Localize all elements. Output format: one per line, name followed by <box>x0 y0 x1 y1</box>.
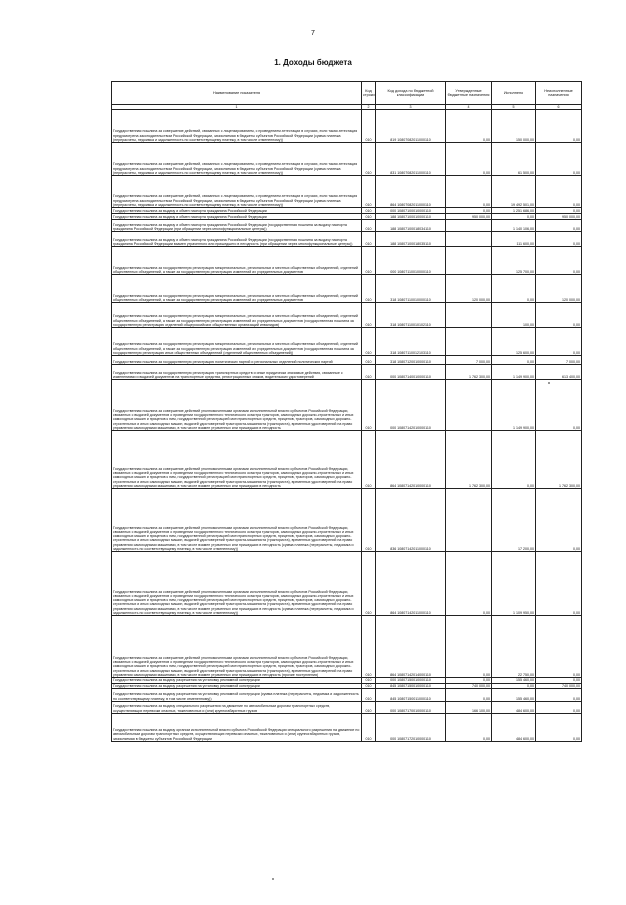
row-approved <box>446 303 492 328</box>
row-unexecuted: 0,00 <box>536 552 582 616</box>
row-unexecuted: 0,00 <box>536 176 582 208</box>
row-line-code: 010 <box>362 303 376 328</box>
row-executed: 125 600,00 <box>492 328 536 356</box>
row-approved: 1 762 300,00 <box>446 365 492 380</box>
row-unexecuted: 0,00 <box>536 701 582 713</box>
page-title: 1. Доходы бюджета <box>274 58 352 67</box>
column-number: 5 <box>492 105 536 110</box>
row-line-code: 010 <box>362 365 376 380</box>
row-income-code: 188 10807100018034110 <box>376 220 446 232</box>
scan-speck <box>272 878 274 880</box>
row-income-code: 864 10807142014000110 <box>376 616 446 678</box>
row-executed: 0,00 <box>492 683 536 688</box>
row-name: Государственная пошлина за совершение действий уполномоченными органами исполнительной власти субъектов Российской Федерации, связанных с выдачей документов о проведении государственного технического осмотра тракторов, самоходных дорожно-строительных и иных самоходных машин и прицепов к ним, государственной регистрацией мототранспортных средств, прицепов, тракторов, самоходных дорожно-строительных и иных самоходных машин, выдачей удостоверений тракториста-машиниста (тракториста), временных удостоверений на право управления самоходными машинами, в том числе взамен утраченных или пришедших в негодность (сумма платежа (перерасчеты, недоимка и задолженность по соответствующему платежу, в том числе отмененному)) <box>112 489 362 552</box>
row-name: Государственная пошлина за совершение действий, связанных с лицензированием, с проведением аттестации в случаях, если такая аттестация предусмотрена законодательством Российской Федерации, зачисляемая в бюджеты субъектов Российской Федерации (сумма платежа (перерасчеты, недоимка и задолженность по соответствующему платежу, в том числе отмененному)) <box>112 143 362 176</box>
row-line-code: 010 <box>362 208 376 214</box>
column-number: 3 <box>376 105 446 110</box>
row-approved <box>446 247 492 275</box>
header-line-code: Код строки <box>362 82 376 105</box>
row-unexecuted: 613 400,00 <box>536 365 582 380</box>
row-line-code: 010 <box>362 214 376 220</box>
row-income-code: 318 10807110012103110 <box>376 328 446 356</box>
row-line-code: 010 <box>362 328 376 356</box>
row-approved: 0,00 <box>446 713 492 741</box>
row-name: Государственная пошлина за государственную регистрацию межрегиональных, региональных и местных общественных объединений, отделений общественных объединений, а также за государственную регистрацию изменений их учредительных документов <box>112 247 362 275</box>
row-income-code: 000 10807140010000110 <box>376 365 446 380</box>
row-approved <box>446 328 492 356</box>
table-row <box>112 701 582 713</box>
row-approved: 0,00 <box>446 110 492 143</box>
row-unexecuted: 0,00 <box>536 247 582 275</box>
row-unexecuted: 0,00 <box>536 220 582 232</box>
row-executed: 22 750,00 <box>492 616 536 678</box>
row-executed: 125 700,00 <box>492 247 536 275</box>
row-income-code: 000 10807110010000110 <box>376 247 446 275</box>
row-unexecuted: 0,00 <box>536 232 582 247</box>
column-number: 2 <box>362 105 376 110</box>
row-unexecuted: 740 000,00 <box>536 683 582 688</box>
table-row <box>112 688 582 701</box>
header-approved: Утвержденные бюджетные назначения <box>446 82 492 105</box>
row-income-code: 000 10807100010000110 <box>376 208 446 214</box>
row-name: Государственная пошлина за государственную регистрацию политических партий и региональных отделений политических партий <box>112 356 362 365</box>
row-approved <box>446 489 492 552</box>
row-executed: 484 600,00 <box>492 713 536 741</box>
row-unexecuted: 0,00 <box>536 688 582 701</box>
row-executed: 484 600,00 <box>492 701 536 713</box>
row-approved: 0,00 <box>446 143 492 176</box>
row-line-code: 010 <box>362 220 376 232</box>
row-line-code: 010 <box>362 683 376 688</box>
row-name: Государственная пошлина за совершение действий уполномоченными органами исполнительной власти субъектов Российской Федерации, связанных с выдачей документов о проведении государственного технического осмотра тракторов, самоходных дорожно-строительных и иных самоходных машин и прицепов к ним, государственной регистрацией мототранспортных средств, прицепов, тракторов, самоходных дорожно-строительных и иных самоходных машин, выдачей удостоверений тракториста-машиниста (тракториста), временных удостоверений на право управления самоходными машинами, в том числе взамен утраченных или пришедших в негодность (прочие поступления) <box>112 616 362 678</box>
table-row <box>112 110 582 143</box>
row-executed: 155 460,00 <box>492 688 536 701</box>
row-unexecuted: 0,00 <box>536 110 582 143</box>
row-line-code: 010 <box>362 247 376 275</box>
header-executed: Исполнено <box>492 82 536 105</box>
row-executed: 0,00 <box>492 214 536 220</box>
header-income-code: Код дохода по бюджетной классификации <box>376 82 446 105</box>
row-name: Государственная пошлина за государственную регистрацию межрегиональных, региональных и местных общественных объединений, отделений общественных объединений, а также за государственную регистрацию изменений их учредительных документов (государственная пошлина за государственную регистрацию отделений общероссийских общественных организаций инвалидов) <box>112 303 362 328</box>
row-executed: 0,00 <box>492 356 536 365</box>
row-income-code: 188 10807100018035110 <box>376 232 446 247</box>
row-line-code: 010 <box>362 176 376 208</box>
row-income-code: 836 10807142011000110 <box>376 489 446 552</box>
row-approved <box>446 220 492 232</box>
row-name: Государственная пошлина за выдачу разрешения на установку рекламной конструкции (сумма платежа (перерасчеты, недоимка и задолженность по соответствующему платежу, в том числе отмененному)) <box>112 688 362 701</box>
table-row <box>112 380 582 431</box>
page-number: 7 <box>311 30 315 37</box>
row-unexecuted: 0,00 <box>536 616 582 678</box>
row-line-code: 010 <box>362 713 376 741</box>
row-income-code: 000 10807170010000110 <box>376 701 446 713</box>
row-name: Государственная пошлина за выдачу и обмен паспорта гражданина Российской Федерации <box>112 208 362 214</box>
row-approved: 0,00 <box>446 678 492 683</box>
row-name: Государственная пошлина за выдачу и обмен паспорта гражданина Российской Федерации (государственная пошлина за выдачу паспорта гражданина Российской Федерации взамен утраченного или пришедшего в негодность (при обращении через многофункциональные центры)) <box>112 232 362 247</box>
row-approved: 950 000,00 <box>446 214 492 220</box>
row-approved: 0,00 <box>446 552 492 616</box>
row-income-code: 831 10807082011000110 <box>376 143 446 176</box>
row-executed: 0,00 <box>492 431 536 489</box>
row-income-code: 000 10807150010000110 <box>376 678 446 683</box>
row-name: Государственная пошлина за выдачу разрешения на установку рекламной конструкции <box>112 683 362 688</box>
table-row <box>112 143 582 176</box>
table-row <box>112 275 582 303</box>
row-name: Государственная пошлина за выдачу органом исполнительной власти субъекта Российской Федерации специального разрешения на движение по автомобильным дорогам транспортных средств, осуществляющих перевозки опасных, тяжеловесных и (или) крупногабаритных грузов, зачисляемая в бюджеты субъектов Российской Федерации <box>112 713 362 741</box>
revenue-table <box>111 81 582 742</box>
row-line-code: 010 <box>362 110 376 143</box>
row-income-code: 318 10807110010000110 <box>376 275 446 303</box>
row-income-code: 188 10807100010000110 <box>376 214 446 220</box>
row-unexecuted: 0,00 <box>536 489 582 552</box>
row-income-code: 000 10807142010000110 <box>376 380 446 431</box>
row-income-code: 845 10807150010000110 <box>376 683 446 688</box>
row-approved: 0,00 <box>446 688 492 701</box>
row-line-code: 010 <box>362 678 376 683</box>
row-name: Государственная пошлина за выдачу и обмен паспорта гражданина Российской Федерации (государственная пошлина за выдачу паспорта гражданина Российской Федерации (при обращении через многофункциональные центры)) <box>112 220 362 232</box>
row-unexecuted: 0,00 <box>536 328 582 356</box>
row-income-code: 864 10807082011000110 <box>376 176 446 208</box>
row-unexecuted: 0,00 <box>536 678 582 683</box>
table-row <box>112 232 582 247</box>
table-row <box>112 356 582 365</box>
row-income-code: 864 10807142010000110 <box>376 431 446 489</box>
row-line-code: 010 <box>362 701 376 713</box>
scan-speck <box>548 382 550 384</box>
row-executed: 150 000,00 <box>492 110 536 143</box>
row-unexecuted: 1 762 300,00 <box>536 431 582 489</box>
row-executed: 17 200,00 <box>492 489 536 552</box>
row-executed: 1 109 950,00 <box>492 552 536 616</box>
row-approved <box>446 380 492 431</box>
column-number: 6 <box>536 105 582 110</box>
row-name: Государственная пошлина за выдачу и обмен паспорта гражданина Российской Федерации <box>112 214 362 220</box>
row-income-code: 318 10807120010000110 <box>376 356 446 365</box>
row-name: Государственная пошлина за совершение действий уполномоченными органами исполнительной власти субъектов Российской Федерации, связанных с выдачей документов о проведении государственного технического осмотра тракторов, самоходных дорожно-строительных и иных самоходных машин и прицепов к ним, государственной регистрацией мототранспортных средств, прицепов, тракторов, самоходных дорожно-строительных и иных самоходных машин, выдачей удостоверений тракториста-машиниста (тракториста), временных удостоверений на право управления самоходными машинами, в том числе взамен утраченных или пришедших в негодность <box>112 380 362 431</box>
row-name: Государственная пошлина за государственную регистрацию межрегиональных, региональных и местных общественных объединений, отделений общественных объединений, а также за государственную регистрацию изменений их учредительных документов (государственная пошлина за государственную регистрацию иных общественных объединений (отделений общественных объединений)) <box>112 328 362 356</box>
row-name: Государственная пошлина за государственную регистрацию межрегиональных, региональных и местных общественных объединений, отделений общественных объединений, а также за государственную регистрацию изменений их учредительных документов <box>112 275 362 303</box>
row-executed: 19 492 501,00 <box>492 176 536 208</box>
row-name: Государственная пошлина за совершение действий, связанных с лицензированием, с проведением аттестации в случаях, если такая аттестация предусмотрена законодательством Российской Федерации, зачисляемая в бюджеты субъектов Российской Федерации (сумма платежа (перерасчеты, недоимка и задолженность по соответствующему платежу, в том числе отмененному)) <box>112 110 362 143</box>
row-approved: 1 762 300,00 <box>446 431 492 489</box>
row-line-code: 010 <box>362 552 376 616</box>
row-income-code: 864 10807142011000110 <box>376 552 446 616</box>
row-name: Государственная пошлина за государственную регистрацию транспортных средств и иные юридически значимые действия, связанные с изменениями и выдачей документов на транспортные средства, регистрационных знаков, водительских удостоверений <box>112 365 362 380</box>
row-unexecuted: 0,00 <box>536 143 582 176</box>
row-line-code: 010 <box>362 688 376 701</box>
row-executed: 1 149 900,00 <box>492 365 536 380</box>
header-name: Наименование показателя <box>112 82 362 105</box>
row-income-code: 318 10807110010102110 <box>376 303 446 328</box>
table-row <box>112 365 582 380</box>
table-row <box>112 247 582 275</box>
row-name: Государственная пошлина за совершение действий уполномоченными органами исполнительной власти субъектов Российской Федерации, связанных с выдачей документов о проведении государственного технического осмотра тракторов, самоходных дорожно-строительных и иных самоходных машин и прицепов к ним, государственной регистрацией мототранспортных средств, прицепов, тракторов, самоходных дорожно-строительных и иных самоходных машин, выдачей удостоверений тракториста-машиниста (тракториста), временных удостоверений на право управления самоходными машинами, в том числе взамен утраченных или пришедших в негодность <box>112 431 362 489</box>
row-approved: 740 000,00 <box>446 683 492 688</box>
row-unexecuted: 0,00 <box>536 303 582 328</box>
row-line-code: 010 <box>362 232 376 247</box>
column-number: 4 <box>446 105 492 110</box>
row-executed: 111 600,00 <box>492 232 536 247</box>
row-line-code: 010 <box>362 431 376 489</box>
table-row <box>112 328 582 356</box>
row-unexecuted: 0,00 <box>536 208 582 214</box>
row-line-code: 010 <box>362 143 376 176</box>
row-line-code: 010 <box>362 489 376 552</box>
row-name: Государственная пошлина за выдачу разрешения на установку рекламной конструкции <box>112 678 362 683</box>
row-executed: 61 500,00 <box>492 143 536 176</box>
row-unexecuted: 7 000,00 <box>536 356 582 365</box>
row-approved: 166 100,00 <box>446 701 492 713</box>
table-row <box>112 303 582 328</box>
row-approved: 0,00 <box>446 616 492 678</box>
row-name: Государственная пошлина за выдачу специального разрешения на движение по автомобильным дорогам транспортных средств, осуществляющих перевозки опасных, тяжеловесных и (или) крупногабаритных грузов <box>112 701 362 713</box>
row-line-code: 010 <box>362 380 376 431</box>
row-approved: 0,00 <box>446 176 492 208</box>
row-name: Государственная пошлина за совершение действий уполномоченными органами исполнительной власти субъектов Российской Федерации, связанных с выдачей документов о проведении государственного технического осмотра тракторов, самоходных дорожно-строительных и иных самоходных машин и прицепов к ним, государственной регистрацией мототранспортных средств, прицепов, тракторов, самоходных дорожно-строительных и иных самоходных машин, выдачей удостоверений тракториста-машиниста (тракториста), временных удостоверений на право управления самоходными машинами, в том числе взамен утраченных или пришедших в негодность (сумма платежа (перерасчеты, недоимка и задолженность по соответствующему платежу, в том числе отмененному)) <box>112 552 362 616</box>
table-row <box>112 176 582 208</box>
row-executed: 0,00 <box>492 275 536 303</box>
row-income-code: 000 10807172010000110 <box>376 713 446 741</box>
row-executed: 1 149 900,00 <box>492 380 536 431</box>
row-line-code: 010 <box>362 275 376 303</box>
row-executed: 155 460,00 <box>492 678 536 683</box>
row-income-code: 845 10807150011000110 <box>376 688 446 701</box>
row-line-code: 010 <box>362 616 376 678</box>
row-executed: 100,00 <box>492 303 536 328</box>
row-unexecuted: 120 000,00 <box>536 275 582 303</box>
column-number: 1 <box>112 105 362 110</box>
table-row <box>112 489 582 552</box>
row-executed: 1 140 106,00 <box>492 220 536 232</box>
table-row <box>112 552 582 616</box>
row-unexecuted: 0,00 <box>536 713 582 741</box>
table-row <box>112 431 582 489</box>
row-income-code: 819 10807082011000110 <box>376 110 446 143</box>
row-approved: 0,00 <box>446 208 492 214</box>
row-line-code: 010 <box>362 356 376 365</box>
row-name: Государственная пошлина за совершение действий, связанных с лицензированием, с проведением аттестации в случаях, если такая аттестация предусмотрена законодательством Российской Федерации, зачисляемая в бюджеты субъектов Российской Федерации (сумма платежа (перерасчеты, недоимка и задолженность по соответствующему платежу, в том числе отмененному)) <box>112 176 362 208</box>
table-row <box>112 616 582 678</box>
row-approved: 7 000,00 <box>446 356 492 365</box>
row-executed: 1 251 686,00 <box>492 208 536 214</box>
table-row <box>112 713 582 741</box>
table-row <box>112 220 582 232</box>
row-approved <box>446 232 492 247</box>
row-unexecuted: 950 000,00 <box>536 214 582 220</box>
table-header-row <box>112 82 582 105</box>
row-unexecuted: 0,00 <box>536 380 582 431</box>
header-unexecuted: Неисполненные назначения <box>536 82 582 105</box>
row-approved: 120 000,00 <box>446 275 492 303</box>
